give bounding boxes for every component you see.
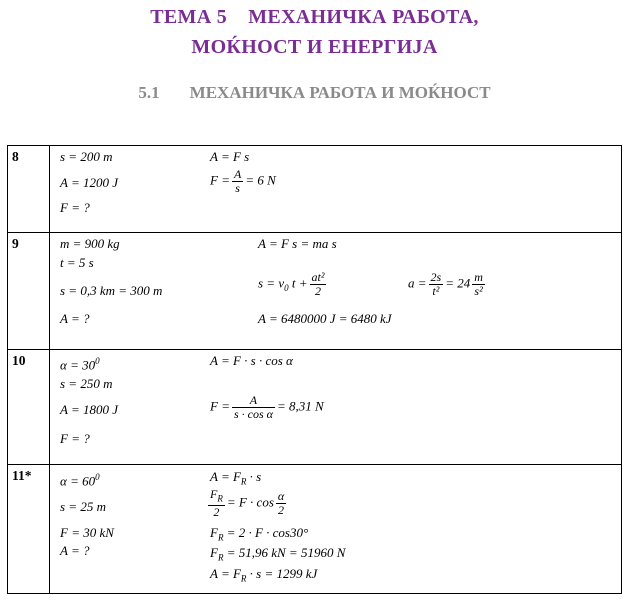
formula-part: = 8,31 N: [276, 398, 324, 414]
given-line: s = 250 m: [60, 376, 113, 391]
fraction: [310, 271, 327, 298]
fraction-denominator: 2: [278, 503, 285, 518]
formula-line: [210, 168, 276, 195]
fraction-numerator: 2s: [430, 270, 442, 284]
chapter-title-line-1: ТЕМА 5 МЕХАНИЧКА РАБОТА,: [150, 6, 479, 28]
formula-subscript: 0: [284, 283, 289, 294]
given-line: F = 30 kN: [60, 525, 114, 540]
problems-table: [7, 145, 622, 594]
fraction-denominator: 2: [213, 505, 220, 520]
formula-part: t +: [291, 275, 308, 291]
formula-part: = 24: [445, 275, 471, 291]
fraction-numerator: at²: [311, 270, 325, 284]
section-title: МЕХАНИЧКА РАБОТА И МОЌНОСТ: [189, 83, 491, 102]
table-row: [8, 465, 622, 594]
given-line: s = 25 m: [60, 499, 106, 514]
formula-line: A = F s: [210, 149, 250, 164]
fraction: [232, 394, 275, 421]
table-row: [8, 233, 622, 350]
given-line: A = 1200 J: [60, 175, 118, 190]
fraction-denominator: s²: [474, 284, 483, 298]
problem-number: 9: [8, 233, 50, 350]
formula-line: A = 6480000 J = 6480 kJ: [258, 311, 392, 326]
formula-part: F: [210, 545, 218, 560]
table-row: [8, 350, 622, 465]
formula-part: F: [210, 525, 218, 540]
formula-part: A = F: [210, 566, 241, 581]
given-line: F = ?: [60, 200, 90, 215]
given-line: [60, 353, 100, 373]
formula-line: A = F · s · cos α: [210, 353, 293, 368]
problem-content: [50, 465, 622, 594]
given-line: A = ?: [60, 543, 90, 558]
formula-superscript: 0: [95, 356, 100, 366]
problem-number: 10: [8, 350, 50, 465]
formula-part: · s: [249, 469, 262, 484]
problem-content: [50, 146, 622, 233]
formula-line: [210, 469, 261, 490]
formula-part: s = v: [258, 275, 285, 291]
problem-number: 11*: [8, 465, 50, 594]
given-line: t = 5 s: [60, 255, 94, 270]
fraction-denominator: s: [235, 181, 240, 195]
fraction-numerator: A: [233, 167, 242, 181]
problem-content: [50, 350, 622, 465]
table-row: [8, 146, 622, 233]
section-number: 5.1: [138, 83, 160, 102]
formula-line: [210, 545, 345, 566]
fraction: [276, 490, 286, 517]
fraction: [429, 271, 444, 298]
fraction: [232, 168, 243, 195]
formula-part: a =: [408, 275, 427, 291]
formula-line: [206, 488, 288, 519]
given-line: A = 1800 J: [60, 402, 118, 417]
given-line: s = 200 m: [60, 149, 113, 164]
formula-line: [408, 271, 487, 298]
formula-subscript: R: [217, 493, 223, 504]
fraction-numerator: A: [232, 394, 275, 408]
formula-part: A = F: [210, 469, 241, 484]
given-line: [60, 469, 100, 489]
formula-part: = 6 N: [245, 172, 276, 188]
formula-part: = 2 · F · cos30°: [226, 525, 309, 540]
formula-superscript: 0: [95, 472, 100, 482]
unit-fraction: [472, 271, 485, 298]
chapter-title-line-2: МОЌНОСТ И ЕНЕРГИЈА: [191, 36, 438, 58]
formula-line: [258, 271, 328, 298]
fraction-numerator: [208, 488, 225, 506]
fraction-numerator: m: [474, 270, 483, 284]
given-line: s = 0,3 km = 300 m: [60, 283, 163, 298]
formula-subscript: R: [240, 573, 247, 584]
formula-line: [210, 566, 317, 587]
formula-part: = 51,96 kN = 51960 N: [226, 545, 346, 560]
formula-part: α = 60: [60, 473, 96, 489]
formula-part: F =: [210, 398, 230, 414]
problem-number: 8: [8, 146, 50, 233]
formula-part: α = 30: [60, 357, 96, 373]
formula-part: · s = 1299 kJ: [249, 566, 318, 581]
fraction: [208, 488, 225, 519]
formula-part: = F · cos: [226, 494, 274, 510]
given-line: A = ?: [60, 311, 90, 326]
fraction-denominator: t²: [432, 284, 440, 298]
problem-content: [50, 233, 622, 350]
formula-part: F: [210, 487, 218, 501]
given-line: m = 900 kg: [60, 236, 120, 251]
formula-part: F =: [210, 172, 230, 188]
given-line: F = ?: [60, 431, 90, 446]
formula-line: [210, 525, 308, 546]
section-heading: [0, 83, 629, 103]
formula-subscript: R: [240, 476, 247, 487]
fraction-numerator: α: [277, 489, 285, 504]
fraction-denominator: s · cos α: [233, 407, 273, 421]
formula-line: A = F s = ma s: [258, 236, 337, 251]
formula-line: [210, 394, 324, 421]
formula-subscript: R: [217, 552, 224, 563]
fraction-denominator: 2: [314, 284, 321, 298]
formula-subscript: R: [217, 532, 224, 543]
